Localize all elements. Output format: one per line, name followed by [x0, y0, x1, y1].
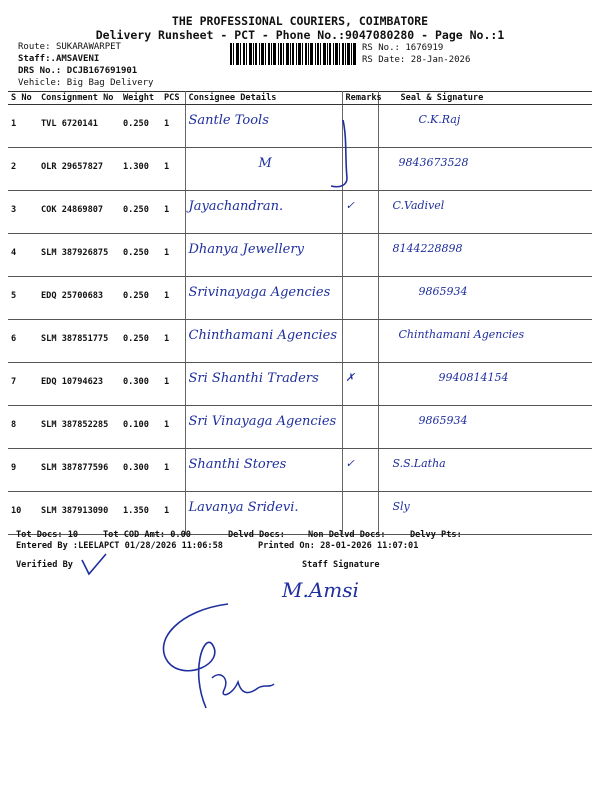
- tot-docs: Tot Docs: 10: [16, 530, 79, 540]
- cell-seal: [378, 277, 592, 320]
- cell-pcs: 1: [161, 234, 185, 277]
- consignee-handwriting: Shanthi Stores: [188, 457, 287, 472]
- verified-by-label: Verified By: [16, 560, 73, 570]
- col-seal: Seal & Signature: [378, 92, 592, 105]
- seal-signature: 9940814154: [438, 371, 509, 384]
- cell-remarks: [342, 363, 378, 406]
- cell-weight: 0.100: [120, 406, 161, 449]
- cell-remarks: [342, 234, 378, 277]
- cell-weight: 0.250: [120, 105, 161, 148]
- cell-weight: 0.250: [120, 191, 161, 234]
- vehicle-line: [18, 78, 153, 89]
- remark-mark: ✗: [345, 371, 355, 384]
- cell-weight: 0.300: [120, 363, 161, 406]
- consignee-handwriting: Sri Shanthi Traders: [188, 371, 319, 386]
- cell-remarks: [342, 191, 378, 234]
- table-header-row: [8, 92, 592, 105]
- consignee-handwriting: Chinthamani Agencies: [188, 328, 338, 343]
- cell-sno: 3: [8, 191, 38, 234]
- rs-no-label: RS No.:: [362, 43, 400, 53]
- non-delvd-docs: Non Delvd Docs:: [308, 530, 386, 540]
- cell-remarks: [342, 406, 378, 449]
- barcode: [230, 43, 356, 65]
- seal-signature: 9865934: [418, 414, 468, 427]
- cell-pcs: 1: [161, 191, 185, 234]
- seal-signature: 9843673528: [398, 156, 469, 169]
- seal-signature: 9865934: [418, 285, 468, 298]
- vehicle-label: Vehicle:: [18, 78, 62, 88]
- cell-pcs: 1: [161, 148, 185, 191]
- seal-signature: Chinthamani Agencies: [398, 328, 525, 341]
- cell-remarks: [342, 449, 378, 492]
- staff-signature: M.Amsi: [282, 578, 359, 602]
- cell-consignment: COK 24869807: [38, 191, 120, 234]
- col-weight: Weight: [120, 92, 161, 105]
- table-row: [8, 449, 592, 492]
- cell-consignee: [185, 449, 342, 492]
- entered-by: Entered By :LEELAPCT 01/28/2026 11:06:58: [16, 541, 223, 551]
- cell-seal: [378, 234, 592, 277]
- seal-signature: C.Vadivel: [392, 199, 445, 212]
- seal-signature: 8144228898: [392, 242, 463, 255]
- table-row: [8, 234, 592, 277]
- cell-pcs: 1: [161, 320, 185, 363]
- col-remarks: Remarks: [342, 92, 378, 105]
- table-row: [8, 320, 592, 363]
- rs-no-line: [362, 43, 443, 54]
- consignee-handwriting: Lavanya Sridevi.: [188, 500, 299, 515]
- seal-signature: S.S.Latha: [392, 457, 446, 470]
- cell-pcs: 1: [161, 449, 185, 492]
- cell-seal: [378, 105, 592, 148]
- staff-line: [18, 54, 99, 65]
- cell-sno: 4: [8, 234, 38, 277]
- cell-consignee: [185, 234, 342, 277]
- cell-remarks: [342, 320, 378, 363]
- cell-consignee: [185, 277, 342, 320]
- seal-signature: C.K.Raj: [418, 113, 461, 126]
- cell-sno: 10: [8, 492, 38, 535]
- cell-seal: [378, 449, 592, 492]
- table-row: [8, 191, 592, 234]
- col-consignee: Consignee Details: [185, 92, 342, 105]
- rs-no-value: 1676919: [405, 43, 444, 53]
- cell-consignee: [185, 191, 342, 234]
- route-line: [18, 42, 121, 53]
- cell-sno: 5: [8, 277, 38, 320]
- cell-seal: [378, 320, 592, 363]
- consignee-handwriting: M: [258, 156, 272, 171]
- company-title: THE PROFESSIONAL COURIERS, COIMBATORE: [171, 14, 429, 28]
- table-row: [8, 105, 592, 148]
- consignee-handwriting: Srivinayaga Agencies: [188, 285, 331, 300]
- remark-mark: ✓: [345, 457, 355, 470]
- cell-pcs: 1: [161, 105, 185, 148]
- consignee-handwriting: Sri Vinayaga Agencies: [188, 414, 337, 429]
- table-row: [8, 363, 592, 406]
- table-row: [8, 406, 592, 449]
- route-value: SUKARAWARPET: [55, 42, 121, 52]
- cell-seal: [378, 148, 592, 191]
- cell-seal: [378, 191, 592, 234]
- rs-date-value: 28-Jan-2026: [410, 55, 471, 65]
- cell-seal: [378, 406, 592, 449]
- drs-line: [18, 66, 137, 77]
- cell-sno: 7: [8, 363, 38, 406]
- drs-value: DCJB167691901: [66, 66, 138, 76]
- cell-pcs: 1: [161, 277, 185, 320]
- rs-date-line: [362, 55, 470, 66]
- cell-consignment: EDQ 25700683: [38, 277, 120, 320]
- cell-consignment: TVL 6720141: [38, 105, 120, 148]
- cell-weight: 1.350: [120, 492, 161, 535]
- staff-signature-label: Staff Signature: [302, 560, 380, 570]
- cell-pcs: 1: [161, 363, 185, 406]
- cell-seal: [378, 492, 592, 535]
- staff-value: AMSAVENI: [55, 54, 100, 64]
- table-row: [8, 148, 592, 191]
- delvy-pts: Delvy Pts:: [410, 530, 462, 540]
- remark-mark: ✓: [345, 199, 355, 212]
- cell-remarks: [342, 277, 378, 320]
- printed-on: Printed On: 28-01-2026 11:07:01: [258, 541, 419, 551]
- col-pcs: PCS: [161, 92, 185, 105]
- cell-weight: 0.250: [120, 277, 161, 320]
- cell-consignment: SLM 387877596: [38, 449, 120, 492]
- cell-sno: 8: [8, 406, 38, 449]
- col-sno: S No: [8, 92, 38, 105]
- cell-consignee: [185, 363, 342, 406]
- verifier-signature: [140, 600, 300, 712]
- rs-date-label: RS Date:: [362, 55, 406, 65]
- cell-consignment: SLM 387913090: [38, 492, 120, 535]
- runsheet-table: [8, 91, 592, 535]
- cell-consignee: [185, 148, 342, 191]
- drs-label: DRS No.:: [18, 66, 62, 76]
- check-icon: [80, 552, 110, 578]
- cell-sno: 2: [8, 148, 38, 191]
- cell-sno: 1: [8, 105, 38, 148]
- cell-weight: 0.250: [120, 320, 161, 363]
- staff-label: Staff:.: [18, 54, 56, 64]
- route-label: Route:: [18, 42, 51, 52]
- cell-consignment: EDQ 10794623: [38, 363, 120, 406]
- consignee-handwriting: Santle Tools: [188, 113, 269, 128]
- bracket-mark: [325, 118, 355, 192]
- cell-consignment: SLM 387926875: [38, 234, 120, 277]
- cell-weight: 1.300: [120, 148, 161, 191]
- cell-pcs: 1: [161, 406, 185, 449]
- delvd-docs: Delvd Docs:: [228, 530, 285, 540]
- vehicle-value: Big Bag Delivery: [66, 78, 154, 88]
- cell-weight: 0.300: [120, 449, 161, 492]
- cell-consignee: [185, 492, 342, 535]
- cell-consignment: SLM 387852285: [38, 406, 120, 449]
- cell-consignment: SLM 387851775: [38, 320, 120, 363]
- cell-consignee: [185, 406, 342, 449]
- consignee-handwriting: Jayachandran.: [188, 199, 284, 214]
- seal-signature: Sly: [392, 500, 410, 513]
- cell-remarks: [342, 492, 378, 535]
- tot-cod-amt: Tot COD Amt: 0.00: [103, 530, 191, 540]
- cell-weight: 0.250: [120, 234, 161, 277]
- cell-consignee: [185, 320, 342, 363]
- cell-pcs: 1: [161, 492, 185, 535]
- cell-consignment: OLR 29657827: [38, 148, 120, 191]
- cell-sno: 9: [8, 449, 38, 492]
- cell-sno: 6: [8, 320, 38, 363]
- table-row: [8, 277, 592, 320]
- consignee-handwriting: Dhanya Jewellery: [188, 242, 304, 257]
- cell-consignee: [185, 105, 342, 148]
- col-consignment: Consignment No: [38, 92, 120, 105]
- cell-seal: [378, 363, 592, 406]
- runsheet-title: Delivery Runsheet - PCT - Phone No.:9047080280 - Page No.:1: [95, 28, 505, 42]
- table-row: [8, 492, 592, 535]
